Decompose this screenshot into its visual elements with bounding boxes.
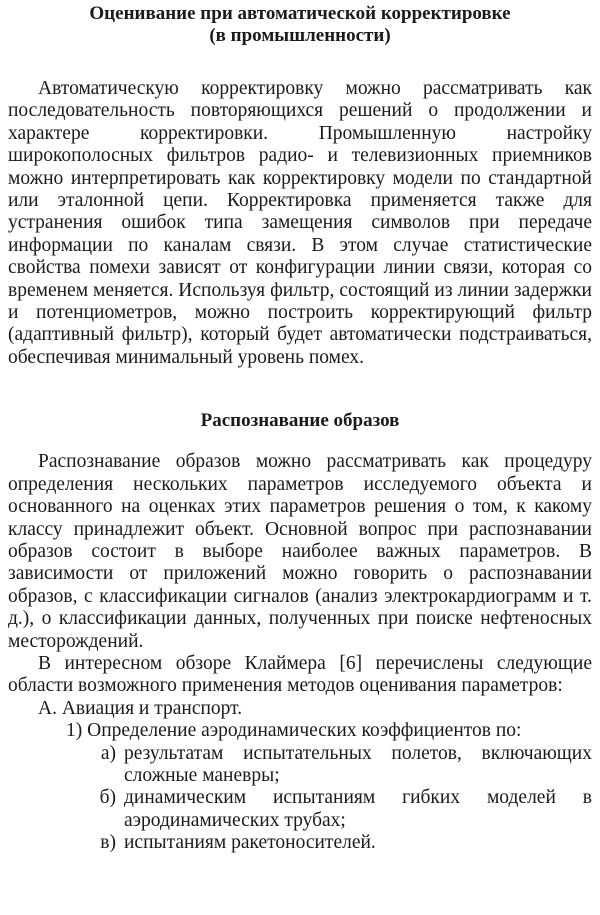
list-item-aero-coefficients: 1) Определение аэродинамических коэффициентов по: [66,720,522,742]
list-subitem [8,832,592,854]
list-subitem-text: результатам испытательных полетов, включающих сложные маневры; [124,742,592,786]
list-item-aviation: А. Авиация и транспорт. [38,697,243,719]
list-subitem [8,743,592,788]
section-title: Оценивание при автоматической корректировке [89,3,511,24]
list-marker: а) [100,742,116,764]
list-subitem [8,787,592,832]
application-list [8,698,592,855]
paragraph-auto-correction: Автоматическую корректировку можно рассматривать как последовательность повторяющихся решений о продолжении и характере корректировки. Промышленную настройку широкополосных фильтров радио- и телевизионных приемников можно интерпретировать как корректировку модели по стандартной или эталонной цепи. Корректировка применяется также для устранения ошибок типа замещения символов при передаче информации по каналам связи. В этом случае статистические свойства помехи зависят от конфигурации линии связи, которая со временем меняется. Используя фильтр, состоящий из линии задержки и потенциометров, можно построить корректирующий фильтр (адаптивный фильтр), который будет автоматически подстраиваться, обеспечивая минимальный уровень помех. [8,78,592,368]
list-marker: в) [100,832,116,854]
section-title-pattern-recognition: Распознавание образов [200,410,400,432]
list-subitem-text: испытаниям ракетоносителей. [124,832,376,854]
list-subitem-text: динамическим испытаниям гибких моделей в аэродинамических трубах; [124,787,592,831]
paragraph-review: В интересном обзоре Клаймера [6] перечислены следующие области возможного применения методов оценивания параметров: [8,652,592,697]
paragraph-pattern-recognition: Распознавание образов можно рассматривать как процедуру определения нескольких параметров исследуемого объекта и основанного на оценках этих параметров решения о том, к какому классу принадлежит объект. Основной вопрос при распознавании образов состоит в выборе наиболее важных параметров. В зависимости от приложений можно говорить о распознавании образов, с классификации сигналов (анализ электрокардиограмм и т. д.), о классификации данных, полученных при поиске нефтеносных месторождений. [8,451,592,652]
section-subtitle: (в промышленности) [209,25,391,46]
list-marker: б) [99,787,116,809]
